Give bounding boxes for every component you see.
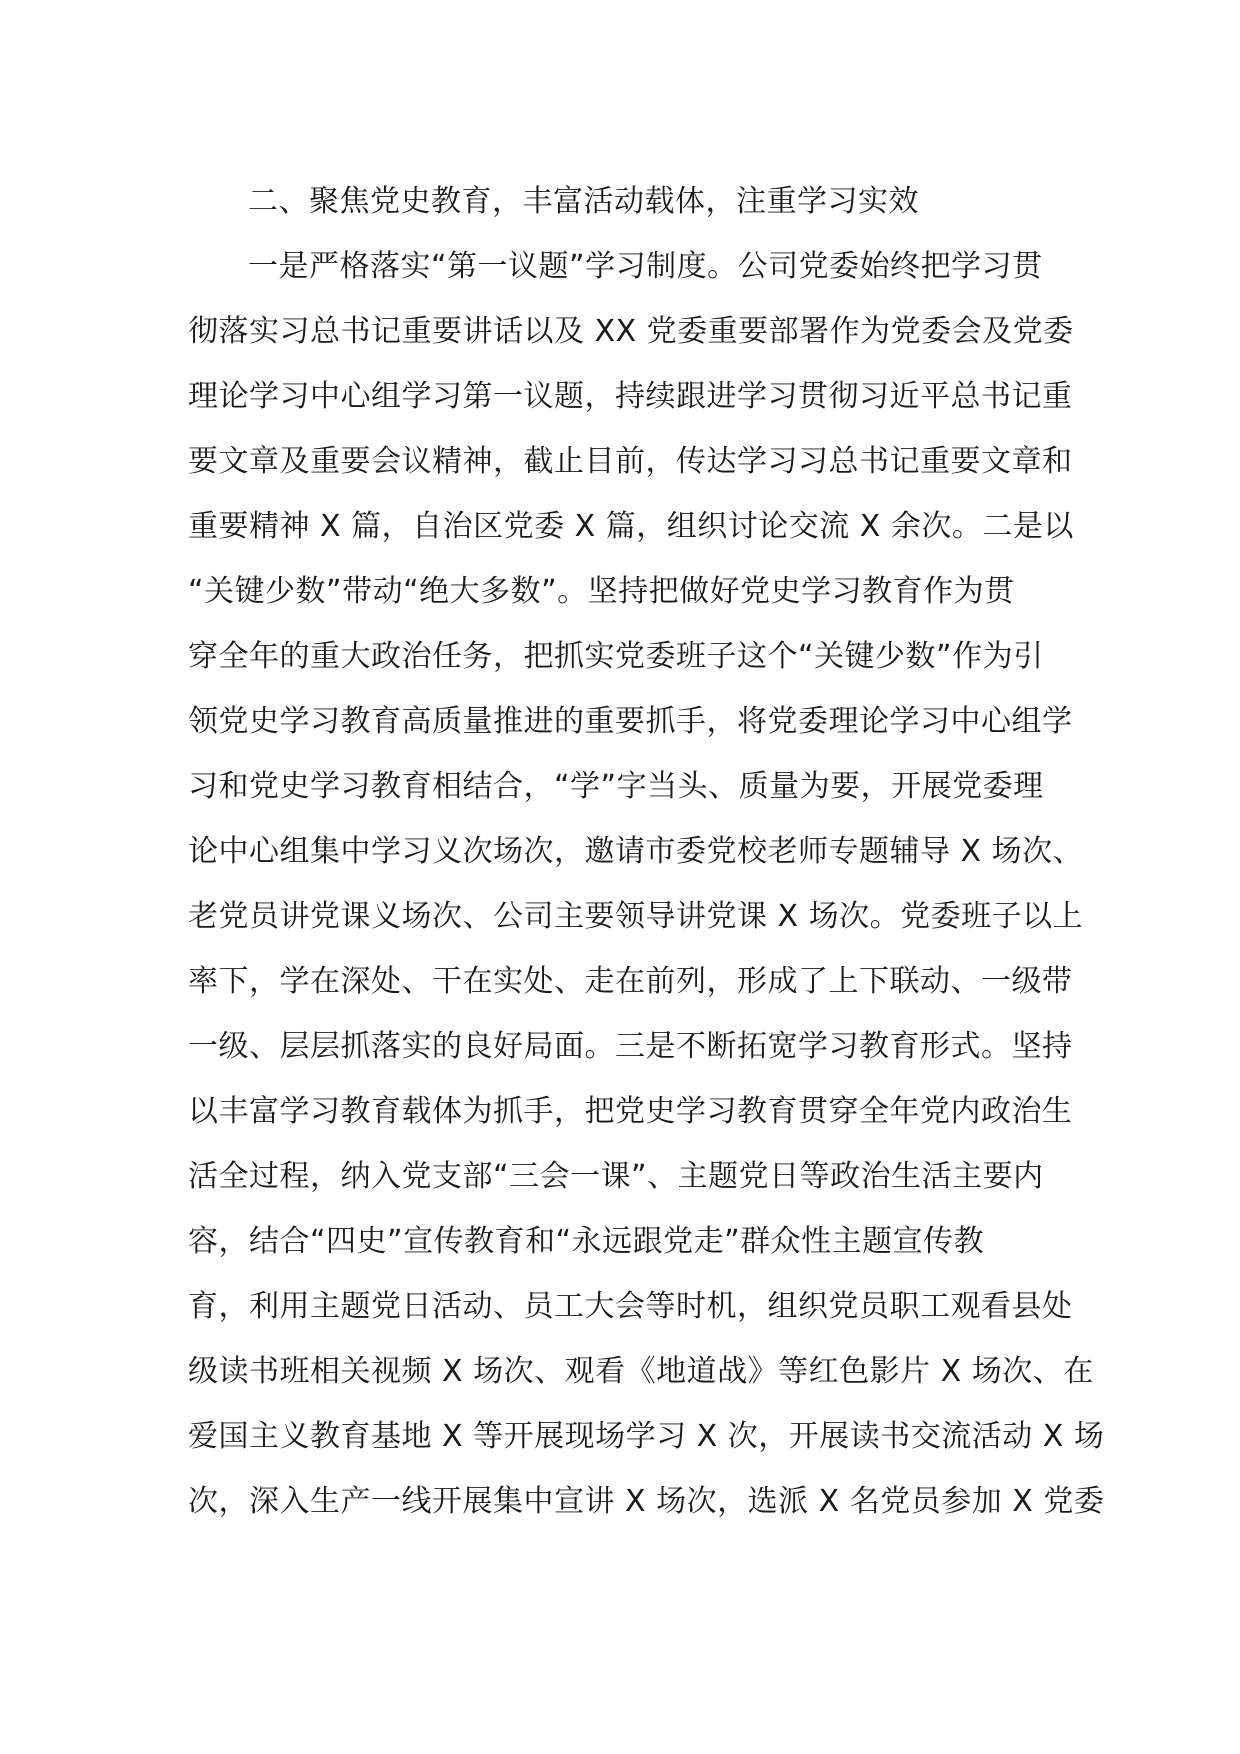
- paragraph-line: 要文章及重要会议精神，截止目前，传达学习习总书记重要文章和: [188, 444, 1073, 479]
- paragraph-line: 习和党史学习教育相结合，“学”字当头、质量为要，开展党委理: [188, 769, 1044, 804]
- paragraph-line: 重要精神 X 篇，自治区党委 X 篇，组织讨论交流 X 余次。二是以: [188, 509, 1074, 544]
- paragraph-line: 育，利用主题党日活动、员工大会等时机，组织党员职工观看县处: [188, 1289, 1073, 1324]
- paragraph-line: 容，结合“四史”宣传教育和“永远跟党走”群众性主题宣传教: [188, 1224, 985, 1259]
- body-text: [188, 169, 1105, 1534]
- paragraph-line: 爱国主义教育基地 X 等开展现场学习 X 次，开展读书交流活动 X 场: [188, 1419, 1105, 1454]
- paragraph-line: 穿全年的重大政治任务，把抓实党委班子这个“关键少数”作为引: [188, 639, 1044, 674]
- paragraph-line: 一级、层层抓落实的良好局面。三是不断拓宽学习教育形式。坚持: [188, 1029, 1073, 1064]
- paragraph-line: 级读书班相关视频 X 场次、观看《地道战》等红色影片 X 场次、在: [188, 1354, 1094, 1389]
- paragraph-line: “关键少数”带动“绝大多数”。坚持把做好党史学习教育作为贯: [188, 574, 1015, 609]
- paragraph-line: 彻落实习总书记重要讲话以及 XX 党委重要部署作为党委会及党委: [188, 314, 1074, 349]
- paragraph-line: 率下，学在深处、干在实处、走在前列，形成了上下联动、一级带: [188, 964, 1073, 999]
- paragraph-line: 次，深入生产一线开展集中宣讲 X 场次，选派 X 名党员参加 X 党委: [188, 1484, 1105, 1519]
- paragraph-line: 一是严格落实“第一议题”学习制度。公司党委始终把学习贯: [248, 249, 1043, 284]
- paragraph-line: 理论学习中心组学习第一议题，持续跟进学习贯彻习近平总书记重: [188, 379, 1073, 414]
- paragraph-line: 活全过程，纳入党支部“三会一课”、主题党日等政治生活主要内: [188, 1159, 1044, 1194]
- paragraph-line: 以丰富学习教育载体为抓手，把党史学习教育贯穿全年党内政治生: [188, 1094, 1073, 1129]
- section-heading: 二、聚焦党史教育，丰富活动载体，注重学习实效: [248, 184, 919, 219]
- paragraph-line: 论中心组集中学习义次场次，邀请市委党校老师专题辅导 X 场次、: [188, 834, 1084, 869]
- paragraph-line: 老党员讲党课义场次、公司主要领导讲党课 X 场次。党委班子以上: [188, 899, 1084, 934]
- paragraph-line: 领党史学习教育高质量推进的重要抓手，将党委理论学习中心组学: [188, 704, 1073, 739]
